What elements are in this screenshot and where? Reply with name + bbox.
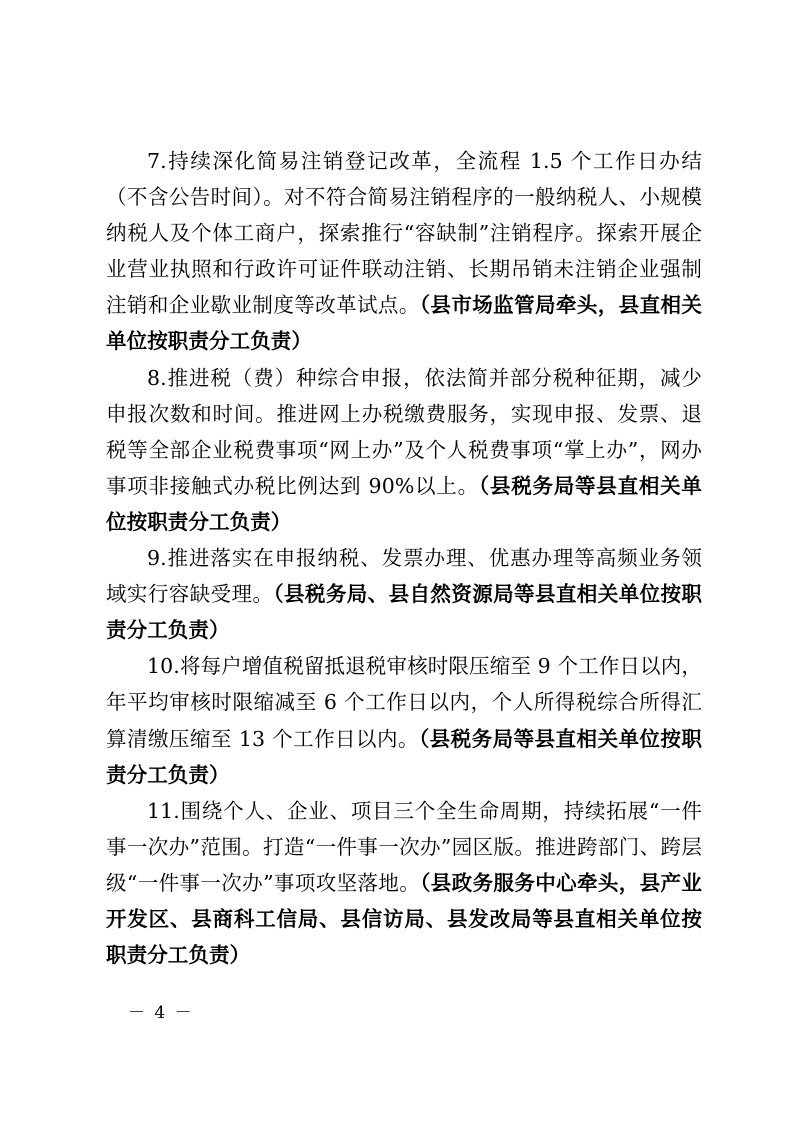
item-9-body: 9.推进落实在申报纳税、发票办理、优惠办理等高频业务领域实行容缺受理。 <box>106 546 702 607</box>
item-7-owner: （县市场监管局牵头，县直相关单位按职责分工负责） <box>106 293 703 354</box>
item-11-paragraph <box>106 793 702 973</box>
item-8-owner: （县税务局等县直相关单位按职责分工负责） <box>106 473 702 534</box>
item-8-body: 8.推进税（费）种综合申报，依法简并部分税种征期，减少申报次数和时间。推进网上办税缴费服务，实现申报、发票、退税等全部企业税费事项“网上办”及个人税费事项“掌上办”，网办事项非接触式办税比例达到 90%以上。 <box>106 365 702 498</box>
item-7-paragraph <box>106 143 702 360</box>
item-11-owner: （县政务服务中心牵头，县产业开发区、县商科工信局、县信访局、县发改局等县直相关单位按职责分工负责） <box>106 870 703 968</box>
item-9-owner: （县税务局、县自然资源局等县直相关单位按职责分工负责） <box>106 582 702 643</box>
item-7-body: 7.持续深化简易注销登记改革，全流程 1.5 个工作日办结（不含公告时间）。对不符合简易注销程序的一般纳税人、小规模纳税人及个体工商户，探索推行“容缺制”注销程序。探索开展企业营业执照和行政许可证件联动注销、长期吊销未注销企业强制注销和企业歇业制度等改革试点。 <box>106 149 702 318</box>
item-11-body: 11.围绕个人、企业、项目三个全生命周期，持续拓展“一件事一次办”范围。打造“一件事一次办”园区版。推进跨部门、跨层级“一件事一次办”事项攻坚落地。 <box>106 798 702 895</box>
item-9-paragraph <box>106 540 702 648</box>
item-10-body: 10.将每户增值税留抵退税审核时限压缩至 9 个工作日以内，年平均审核时限缩减至 6 个工作日以内，个人所得税综合所得汇算清缴压缩至 13 个工作日以内。 <box>106 654 702 751</box>
item-10-owner: （县税务局等县直相关单位按职责分工负责） <box>106 726 702 787</box>
page-number: － 4 － <box>128 1003 194 1023</box>
item-10-paragraph <box>106 648 702 792</box>
item-8-paragraph <box>106 360 702 540</box>
document-body <box>106 143 702 973</box>
